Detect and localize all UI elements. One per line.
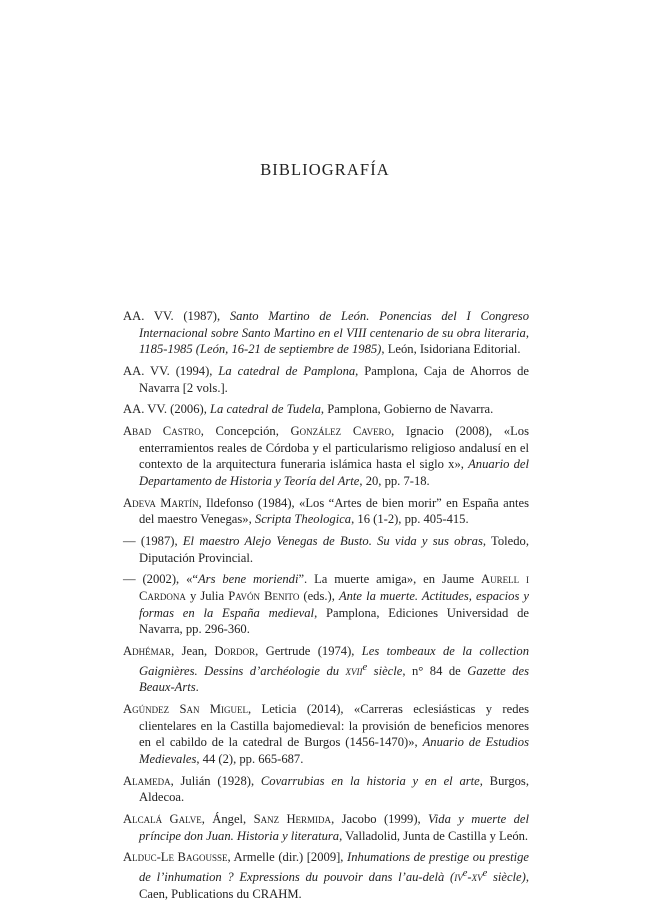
- entry-text: , Ignacio (2008), «Los enterramientos reales de Córdoba y el particularismo religioso andalusí en el contexto de la arquitectura funeraria islámica hasta el siglo x»,: [139, 424, 529, 472]
- entry-text: , n° 84 de: [402, 663, 468, 678]
- bibliography-entry: [123, 308, 529, 358]
- entry-text: , Pamplona, Gobierno de Navarra.: [320, 402, 494, 417]
- entry-title: Anuario de Estudios Medievales: [139, 735, 529, 766]
- entry-title-text: Les tombeaux de la collection Gaignières. Dessins d’archéologie du: [139, 644, 529, 678]
- entry-title-text: siècle: [367, 663, 403, 678]
- bibliography-entry: [123, 701, 529, 767]
- entry-text: — (2002), «“: [123, 572, 198, 587]
- century-numeral: xvii: [345, 663, 363, 678]
- bibliography-entry: [123, 423, 529, 489]
- entry-text: , Toledo, Diputación Provincial.: [139, 534, 529, 565]
- bibliography-entry: [123, 401, 529, 418]
- entry-title: Ante la muerte. Actitudes, espacios y formas en la España medieval: [139, 589, 529, 620]
- entry-text: (eds.),: [299, 589, 339, 604]
- entry-title: Vida y muerte del príncipe don Juan. Historia y literatura: [139, 812, 529, 843]
- entry-title: Covarrubias en la historia y en el arte: [260, 773, 480, 788]
- entry-title: Ars bene moriendi: [197, 572, 299, 587]
- entry-text: , Jacobo (1999),: [331, 812, 429, 827]
- bibliography-list: [123, 308, 529, 908]
- bibliography-entry: [123, 571, 529, 637]
- century-numeral: iv: [454, 870, 463, 885]
- entry-title: La catedral de Tudela: [210, 402, 321, 417]
- entry-text: , 20, pp. 7-18.: [359, 473, 430, 488]
- entry-title: Scripta Theologica: [254, 512, 352, 527]
- entry-title-text: siècle): [487, 870, 526, 885]
- entry-text: , Leticia (2014), «Carreras eclesiásticas y redes clientelares en la Castilla bajomedieval: la provisión de beneficios menores en el cabildo de la catedral de Burgos (1456-1470)»,: [139, 702, 530, 750]
- century-numeral: xv: [471, 870, 483, 885]
- entry-text: AA. VV. (1994),: [123, 363, 219, 378]
- entry-text: , León, Isidoriana Editorial.: [381, 342, 521, 357]
- entry-text: .: [195, 680, 199, 695]
- author-name: Agúndez San Miguel: [123, 702, 248, 717]
- bibliography-entry: [123, 811, 529, 844]
- entry-text: , Concepción,: [200, 424, 291, 439]
- entry-text: , Valladolid, Junta de Castilla y León.: [339, 828, 529, 843]
- author-name: Adhémar: [123, 644, 172, 658]
- author-name: Adeva Martín: [123, 495, 199, 510]
- author-name: González Cavero: [290, 424, 392, 439]
- entry-text: , Gertrude (1974),: [255, 644, 362, 658]
- bibliography-entry: [123, 533, 529, 566]
- bibliography-entry: [123, 363, 529, 396]
- page-title: BIBLIOGRAFÍA: [260, 160, 390, 179]
- entry-text: , 16 (1-2), pp. 405-415.: [351, 512, 469, 527]
- entry-text: AA. VV. (2006),: [123, 402, 210, 417]
- entry-text: ”. La muerte amiga», en Jaume: [298, 572, 482, 587]
- entry-text: , Jean,: [171, 644, 215, 658]
- entry-text: — (1987),: [123, 534, 183, 549]
- entry-text: , Pamplona, Ediciones Universidad de Navarra, pp. 296-360.: [139, 605, 529, 637]
- entry-title-text: Inhumations de prestige ou prestige de l’inhumation ? Expressions du pouvoir dans l’au-delà (: [139, 850, 529, 885]
- entry-title: Gazette des Beaux-Arts: [139, 663, 529, 695]
- entry-text: , Burgos, Aldecoa.: [139, 773, 529, 805]
- entry-title: La catedral de Pamplona: [218, 363, 356, 378]
- entry-title: Santo Martino de León. Ponencias del I Congreso Internacional sobre Santo Martino en el VIII centenario de su obra literaria, 1185-1985 (León, 16-21 de septiembre de 1985): [139, 309, 529, 357]
- bibliography-entry: [123, 773, 529, 806]
- superscript: e: [482, 868, 488, 880]
- author-name: Abad Castro: [123, 424, 201, 439]
- author-name: Alameda: [123, 773, 171, 788]
- bibliography-entry: [123, 849, 529, 902]
- superscript: e: [362, 661, 368, 673]
- superscript: e: [462, 868, 468, 880]
- entry-title: Anuario del Departamento de Historia y Teoría del Arte: [139, 457, 529, 488]
- entry-title: El maestro Alejo Venegas de Busto. Su vida y sus obras: [182, 534, 483, 549]
- author-name: Alduc-Le Bagousse: [123, 850, 228, 865]
- author-name: Alcalá Galve: [123, 812, 202, 827]
- author-name: Sanz Hermida: [253, 812, 332, 827]
- bibliography-entry: [123, 495, 529, 528]
- bibliography-entry: [123, 643, 529, 696]
- entry-text: , Ángel,: [201, 812, 254, 827]
- author-name: Dordor: [214, 644, 256, 658]
- author-name: Aurell i Cardona: [139, 572, 529, 604]
- entry-text: , Armelle (dir.) [2009],: [227, 850, 348, 865]
- entry-text: , Ildefonso (1984), «Los “Artes de bien morir” en España antes del maestro Venegas»,: [139, 495, 529, 527]
- entry-text: AA. VV. (1987),: [123, 309, 230, 323]
- author-name: Pavón Benito: [228, 589, 300, 604]
- entry-text: , Pamplona, Caja de Ahorros de Navarra [2 vols.].: [139, 363, 530, 395]
- entry-text: y Julia: [185, 589, 229, 604]
- entry-text: , Julián (1928),: [170, 773, 261, 788]
- entry-title-text: -: [467, 870, 472, 885]
- entry-text: , Caen, Publications du CRAHM.: [139, 870, 529, 901]
- entry-text: , 44 (2), pp. 665-687.: [196, 751, 304, 766]
